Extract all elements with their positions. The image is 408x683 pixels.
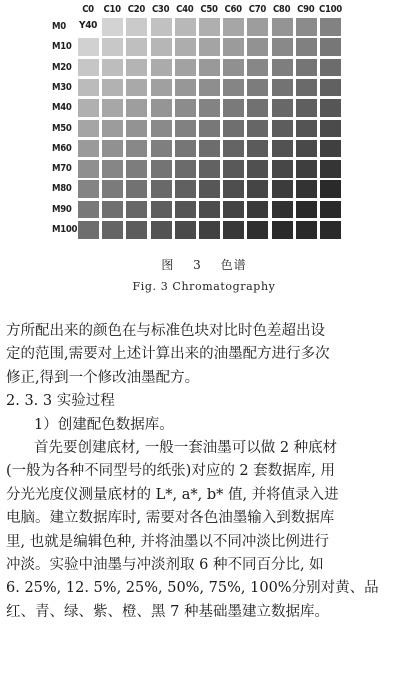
color-swatch (296, 140, 317, 158)
color-swatch (199, 201, 220, 219)
color-swatch (199, 140, 220, 158)
color-swatch (247, 180, 268, 198)
color-swatch (151, 180, 172, 198)
color-swatch (78, 38, 99, 56)
color-swatch (151, 120, 172, 138)
color-swatch (151, 99, 172, 117)
color-swatch (102, 38, 123, 56)
text-line: 方所配出来的颜色在与标准色块对比时色差超出设 (6, 323, 325, 339)
text-line: 修正,得到一个修改油墨配方。 (6, 369, 200, 386)
color-swatch (247, 201, 268, 219)
color-swatch (151, 201, 172, 219)
color-swatch (199, 99, 220, 117)
color-swatch (223, 221, 244, 239)
color-swatch (126, 180, 147, 198)
text-line: 6. 25%, 12. 5%, 25%, 50%, 75%, 100%分别对黄、品 (6, 580, 379, 597)
color-swatch (199, 18, 220, 36)
color-swatch (223, 140, 244, 158)
color-swatch (296, 160, 317, 178)
text-line: 定的范围,需要对上述计算出来的油墨配方进行多次 (6, 346, 330, 363)
color-swatch (320, 180, 341, 198)
column-header: C40 (176, 4, 194, 15)
color-swatch (126, 59, 147, 77)
color-swatch (247, 99, 268, 117)
color-swatch (272, 59, 293, 77)
color-swatch (223, 79, 244, 97)
color-swatch (102, 59, 123, 77)
row-header: M50 (52, 122, 72, 134)
color-swatch (296, 79, 317, 97)
color-swatch (78, 201, 99, 219)
color-swatch (102, 79, 123, 97)
column-header: C30 (151, 4, 170, 15)
color-swatch (175, 221, 196, 239)
color-swatch (320, 140, 341, 158)
color-swatch (175, 160, 196, 178)
column-header: C80 (272, 4, 291, 15)
color-swatch (151, 59, 172, 77)
row-header: M100 (52, 224, 78, 235)
color-swatch (199, 160, 220, 178)
color-swatch (126, 160, 147, 178)
color-swatch (223, 120, 244, 138)
color-swatch (102, 120, 123, 138)
color-swatch (247, 160, 268, 178)
color-swatch (320, 18, 341, 36)
color-swatch (272, 79, 293, 97)
row-header: M90 (52, 203, 72, 215)
color-swatch (320, 160, 341, 178)
color-chart-figure (0, 0, 408, 250)
color-swatch (102, 180, 123, 198)
color-swatch (126, 221, 147, 239)
color-swatch (175, 140, 196, 158)
color-swatch (272, 38, 293, 56)
color-swatch (102, 99, 123, 117)
cell-label-y40: Y40 (79, 20, 98, 31)
color-swatch (223, 59, 244, 77)
color-swatch (296, 38, 317, 56)
color-swatch (151, 18, 172, 36)
column-header: C70 (248, 4, 267, 15)
row-header: M20 (52, 61, 72, 73)
column-header: C50 (200, 4, 218, 15)
color-swatch (126, 79, 147, 97)
column-header: C100 (319, 4, 342, 15)
text-line: 1）创建配色数据库。 (34, 416, 174, 433)
color-swatch (102, 140, 123, 158)
column-header: C60 (224, 4, 242, 15)
color-swatch (175, 79, 196, 97)
color-swatch (175, 38, 196, 56)
color-swatch (126, 18, 147, 36)
color-swatch (247, 140, 268, 158)
color-swatch (296, 99, 317, 117)
color-swatch (320, 201, 341, 219)
text-line: 里, 也就是编辑色种, 并将油墨以不同冲淡比例进行 (6, 533, 329, 550)
color-swatch (102, 201, 123, 219)
color-swatch (320, 38, 341, 56)
color-swatch (78, 59, 99, 77)
color-swatch (272, 201, 293, 219)
color-swatch (272, 160, 293, 178)
color-swatch (320, 221, 341, 239)
color-swatch (175, 201, 196, 219)
color-swatch (126, 99, 147, 117)
text-line: 红、青、绿、紫、橙、黑 7 种基础墨建立数据库。 (6, 603, 329, 620)
color-swatch (296, 201, 317, 219)
color-swatch (296, 120, 317, 138)
color-swatch (247, 120, 268, 138)
figure-caption-cn: 图 3 色谱 (161, 258, 247, 272)
color-swatch (223, 99, 244, 117)
text-line: (一般为各种不同型号的纸张)对应的 2 套数据库, 用 (6, 463, 335, 480)
color-swatch (223, 38, 244, 56)
color-swatch (320, 59, 341, 77)
color-swatch (151, 38, 172, 56)
color-swatch (175, 180, 196, 198)
color-swatch (175, 120, 196, 138)
color-swatch (272, 180, 293, 198)
color-swatch (272, 18, 293, 36)
color-swatch (247, 79, 268, 97)
color-swatch (175, 99, 196, 117)
text-line: 电脑。建立数据库时, 需要对各色油墨输入到数据库 (6, 510, 335, 527)
color-swatch (126, 120, 147, 138)
color-swatch (151, 160, 172, 178)
color-swatch (199, 79, 220, 97)
color-swatch (199, 221, 220, 239)
color-swatch (175, 18, 196, 36)
color-swatch (102, 160, 123, 178)
text-line: 冲淡。实验中油墨与冲淡剂取 6 种不同百分比, 如 (6, 557, 324, 574)
body-text (6, 320, 402, 624)
color-swatch (151, 221, 172, 239)
figure-caption-en: Fig. 3 Chromatography (132, 280, 276, 293)
color-swatch (223, 160, 244, 178)
color-swatch (78, 140, 99, 158)
color-swatch (78, 180, 99, 198)
color-swatch (199, 59, 220, 77)
column-header: C20 (127, 4, 146, 15)
column-header: C10 (103, 4, 121, 15)
color-swatch (175, 59, 196, 77)
row-header: M40 (52, 102, 72, 114)
color-swatch (199, 38, 220, 56)
row-header: M80 (52, 183, 72, 195)
row-header: M60 (52, 142, 72, 154)
color-swatch (247, 221, 268, 239)
color-swatch (223, 180, 244, 198)
color-swatch (320, 79, 341, 97)
color-swatch (320, 99, 341, 117)
section-heading: 2. 3. 3 实验过程 (6, 393, 115, 410)
color-swatch (272, 99, 293, 117)
text-line: 分光光度仪测量底材的 L*, a*, b* 值, 并将值录入进 (6, 486, 339, 503)
color-swatch (151, 140, 172, 158)
color-swatch (126, 140, 147, 158)
color-swatch (78, 120, 99, 138)
color-swatch (223, 201, 244, 219)
color-swatch (272, 221, 293, 239)
color-swatch (296, 180, 317, 198)
color-swatch (78, 79, 99, 97)
color-swatch (296, 18, 317, 36)
color-swatch (126, 201, 147, 219)
color-swatch (247, 38, 268, 56)
color-swatch (320, 120, 341, 138)
column-header: C0 (82, 4, 94, 15)
color-swatch (151, 79, 172, 97)
color-swatch (78, 160, 99, 178)
color-swatch (126, 38, 147, 56)
color-swatch (102, 18, 123, 36)
color-swatch (78, 221, 99, 239)
color-swatch (272, 140, 293, 158)
column-header: C90 (297, 4, 315, 15)
color-swatch (272, 120, 293, 138)
row-header: M70 (52, 163, 72, 175)
text-line: 首先要创建底材, 一般一套油墨可以做 2 种底材 (34, 440, 338, 457)
color-swatch (296, 59, 317, 77)
row-header: M30 (52, 81, 72, 93)
color-swatch (296, 221, 317, 239)
color-swatch (223, 18, 244, 36)
color-swatch (102, 221, 123, 239)
color-swatch (199, 120, 220, 138)
row-header: M0 (52, 21, 66, 32)
row-header: M10 (52, 41, 72, 53)
color-swatch (247, 18, 268, 36)
color-swatch (247, 59, 268, 77)
color-swatch (78, 99, 99, 117)
color-swatch (199, 180, 220, 198)
